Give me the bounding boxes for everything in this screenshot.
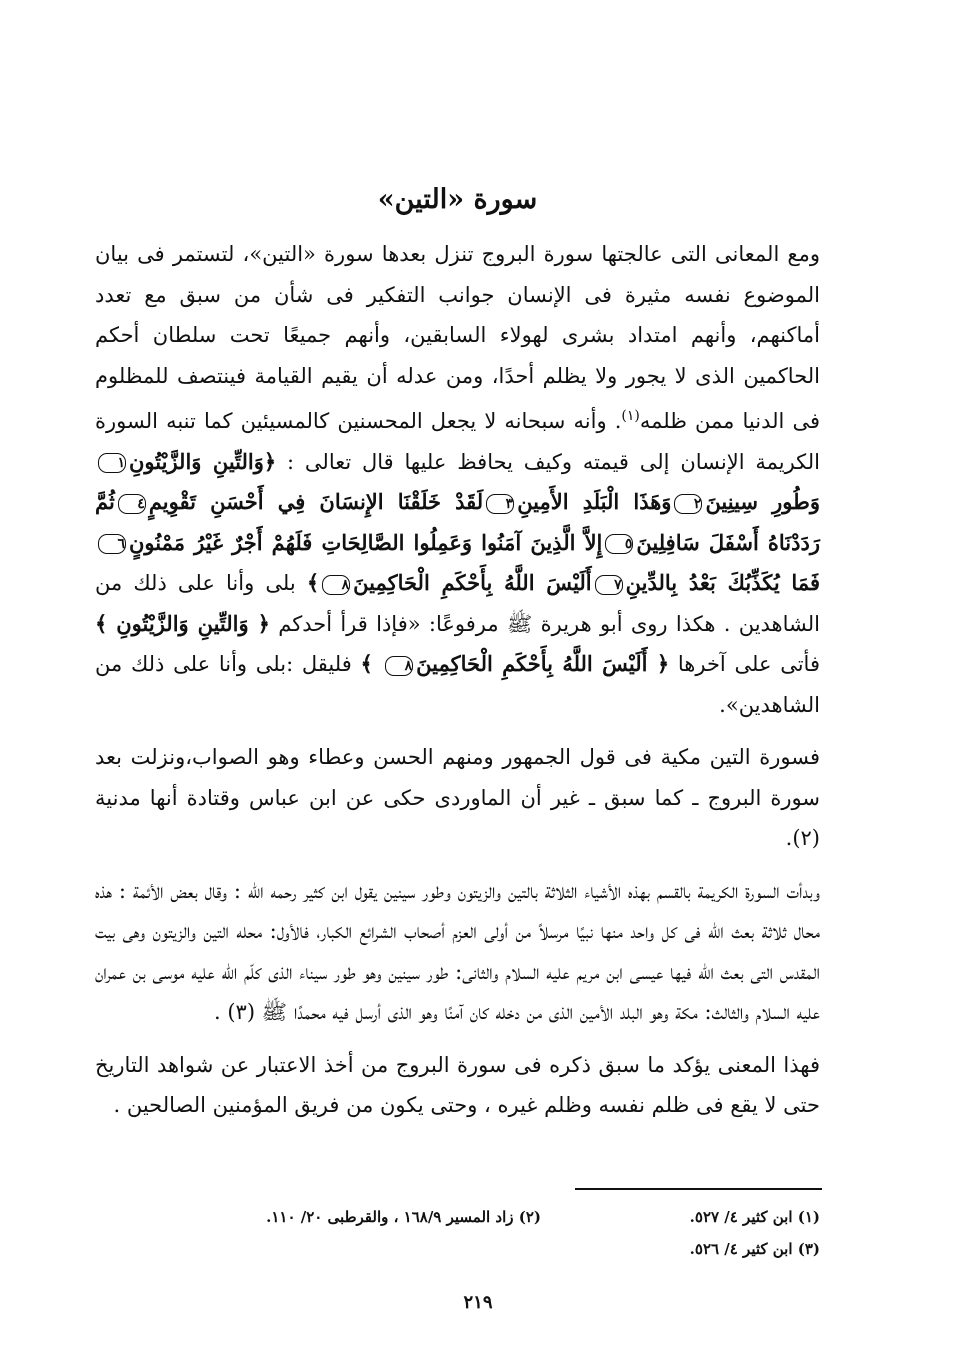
quote-ayah-1: ﴿ وَالتِّينِ وَالزَّيْتُونِ ﴾ <box>95 610 270 636</box>
paragraph-4: فهذا المعنى يؤكد ما سبق ذكره فى سورة البروج من أخذ الاعتبار عن شواهد التاريخ حتى لا يقع فى ظلم نفسه وظلم غيره ، وحتى يكون من فريق المؤمنين الصالحين . <box>95 1052 820 1117</box>
footnote-2: (٢) زاد المسير ١٦٨/٩ ، والقرطبى ٢٠/ ١١٠. <box>266 1208 541 1226</box>
quran-close-bracket: ﴾ <box>306 570 320 595</box>
ayah-4: لَقَدْ خَلَقْنَا الإِنسَانَ فِي أَحْسَنِ تَقْوِيمٍ <box>148 489 484 514</box>
quote-ayah-8: أَلَيْسَ اللَّهُ بِأَحْكَمِ الْحَاكِمِينَ <box>416 651 648 676</box>
page-number: ٢١٩ <box>463 1292 493 1313</box>
ayah-2: وَطُورِ سِينِينَ <box>705 489 820 514</box>
paragraph-1-text-b: . وأنه سبحانه لا يجعل المحسنين كالمسيئين كما تنبه السورة الكريمة الإنسان إلى قيمته وكيف يحافظ عليها قال تعالى : <box>95 409 820 474</box>
ayah-number-6: ٦ <box>98 534 126 554</box>
page-title: سورة «التين» <box>377 184 538 215</box>
paragraph-1 <box>95 234 820 725</box>
footnote-ref-1: (١) <box>621 408 640 424</box>
paragraph-1-text-a: ومع المعانى التى عالجتها سورة البروج تنزل بعدها سورة «التين»، لتستمر فى بيان الموضوع نفسه مثيرة فى الإنسان جوانب التفكير فى شأن من سبق مع تعدد أماكنهم، وأنهم امتداد بشرى لهولاء السابقين، وأنهم جميعًا تحت سلطان أحكم الحاكمين الذى لا يجور ولا يظلم أحدًا، ومن عدله أن يقيم القيامة فينتصف للمظلوم فى الدنيا ممن ظلمه <box>95 242 820 433</box>
paragraph-1-text-c: بلى وأنا على ذلك من الشاهدين . هكذا روى أبو هريرة ﷺ مرفوعًا: «فإذا قرأ أحدكم <box>95 571 820 636</box>
quran-open-bracket: ﴿ <box>263 448 277 474</box>
ayah-number-5: ٥ <box>605 534 633 554</box>
quote-close-bracket: ﴾ <box>360 651 383 676</box>
paragraph-3: وبدأت السورة الكريمة بالقسم بهذه الأشياء الثلاثة بالتين والزيتون وطور سينين يقول ابن كثير رحمه الله : وقال بعض الأئمة : هذه محال ثلاثة بعث الله فى كل واحد منها نبيًا مرسلاً من أولى العزم أصحاب الشرائع الكبار، فالأول: محله التين والزيتون وهى بيت المقدس التى بعث الله فيها عيسى ابن مريم عليه السلام والثانى: طور سينين وهو طور سيناء الذى كلّم الله عليه موسى بن عمران عليه السلام والثالث: مكة وهو البلد الأمين الذى من دخله كان آمنًا وهو الذى أرسل فيه محمدًا ﷺ (٣) . <box>95 878 820 1024</box>
ayah-number-2: ٢ <box>674 494 702 514</box>
ayah-number-1: ١ <box>98 453 126 473</box>
footnote-3: (٣) ابن كثير ٤/ ٥٢٦. <box>689 1240 820 1258</box>
paragraph-1-text-d: فأتى على آخرها <box>669 652 820 676</box>
ayah-number-4: ٤ <box>118 494 146 514</box>
footnote-divider <box>575 1188 822 1190</box>
ayah-number-3: ٣ <box>486 494 514 514</box>
ayah-1: وَالتِّينِ وَالزَّيْتُونِ <box>129 448 264 474</box>
ayah-6: إِلاَّ الَّذِينَ آمَنُوا وَعَمِلُوا الصَّالِحَاتِ فَلَهُمْ أَجْرٌ غَيْرُ مَمْنُونٍ <box>129 529 603 555</box>
quote-open-bracket: ﴿ <box>647 651 670 676</box>
ayah-number-8: ٨ <box>322 575 350 595</box>
footnote-1: (١) ابن كثير ٤/ ٥٢٧. <box>689 1208 820 1226</box>
ayah-5: ثُمَّ رَدَدْنَاهُ أَسْفَلَ سَافِلِينَ <box>95 489 820 555</box>
ayah-8: أَلَيْسَ اللَّهُ بِأَحْكَمِ الْحَاكِمِينَ <box>353 570 592 595</box>
ayah-number-7: ٧ <box>595 575 623 595</box>
page-body <box>95 180 820 1134</box>
ayah-7: فَمَا يُكَذِّبُكَ بَعْدُ بِالدِّينِ <box>625 570 820 595</box>
paragraph-1-text-e: فليقل :بلى وأنا على ذلك من الشاهدين». <box>95 652 820 717</box>
quote-ayah-number-8: ٨ <box>385 656 413 676</box>
ayah-3: وَهَذَا الْبَلَدِ الأَمِينِ <box>517 489 672 514</box>
paragraph-2: فسورة التين مكية فى قول الجمهور ومنهم الحسن وعطاء وهو الصواب،ونزلت بعد سورة البروج ـ كما سبق ـ غير أن الماوردى حكى عن ابن عباس وقتادة أنها مدنية (٢). <box>95 745 820 850</box>
